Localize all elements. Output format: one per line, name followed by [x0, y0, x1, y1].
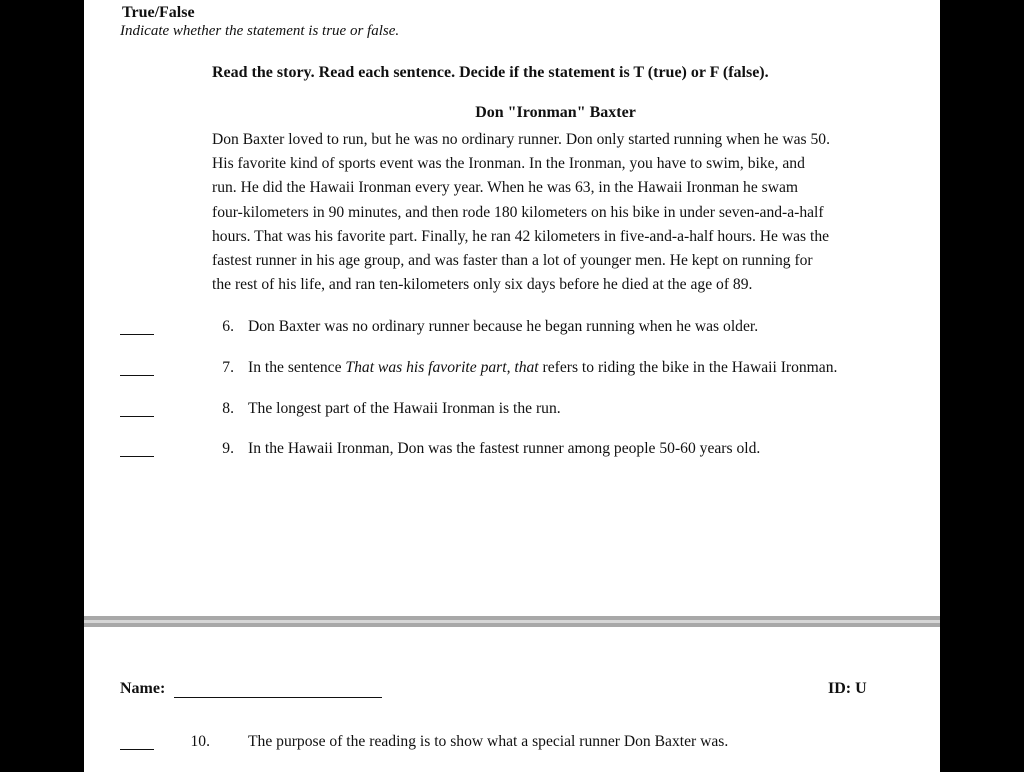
instructions: Read the story. Read each sentence. Decide if the statement is T (true) or F (false). — [212, 64, 769, 81]
page-separator — [84, 616, 940, 627]
question-number: 9. — [222, 440, 234, 457]
story-line: Don Baxter loved to run, but he was no ordinary runner. Don only started running when he was 50. — [212, 131, 830, 148]
question-text: Don Baxter was no ordinary runner because he began running when he was older. — [248, 318, 759, 335]
answer-blank[interactable] — [120, 334, 154, 335]
question-text: The longest part of the Hawaii Ironman is the run. — [248, 400, 561, 417]
section-title: True/False — [122, 4, 195, 21]
section-subtitle: Indicate whether the statement is true or false. — [120, 23, 400, 39]
name-field[interactable] — [174, 697, 382, 698]
question-text: The purpose of the reading is to show what a special runner Don Baxter was. — [248, 733, 729, 750]
question-number: 6. — [222, 318, 234, 335]
worksheet-page-1 — [84, 0, 940, 616]
story-line: run. He did the Hawaii Ironman every year. When he was 63, in the Hawaii Ironman he swam — [212, 179, 799, 197]
worksheet-page-2 — [84, 627, 940, 772]
answer-blank[interactable] — [120, 375, 154, 376]
story-text — [212, 128, 912, 297]
question-text: In the Hawaii Ironman, Don was the fastest runner among people 50-60 years old. — [248, 440, 761, 457]
answer-blank[interactable] — [120, 416, 154, 417]
question-number: 7. — [222, 359, 234, 376]
answer-blank[interactable] — [120, 749, 154, 750]
answer-blank[interactable] — [120, 456, 154, 457]
story-line: four-kilometers in 90 minutes, and then rode 180 kilometers on his bike in under seven-and-a-half — [212, 203, 824, 221]
story-line: His favorite kind of sports event was the Ironman. In the Ironman, you have to swim, bike, and — [212, 155, 805, 173]
story-title: Don "Ironman" Baxter — [475, 104, 636, 121]
story-line: hours. That was his favorite part. Finally, he ran 42 kilometers in five-and-a-half hours. He was the — [212, 227, 830, 245]
name-label: Name: — [120, 680, 166, 697]
question-text: In the sentence That was his favorite part, that refers to riding the bike in the Hawaii Ironman. — [248, 359, 838, 376]
question-number: 8. — [222, 400, 234, 417]
story-line: fastest runner in his age group, and was faster than a lot of younger men. He kept on running for — [212, 252, 813, 270]
question-number: 10. — [190, 733, 210, 750]
story-line: the rest of his life, and ran ten-kilometers only six days before he died at the age of 89. — [212, 276, 753, 294]
id-label: ID: U — [828, 680, 867, 697]
